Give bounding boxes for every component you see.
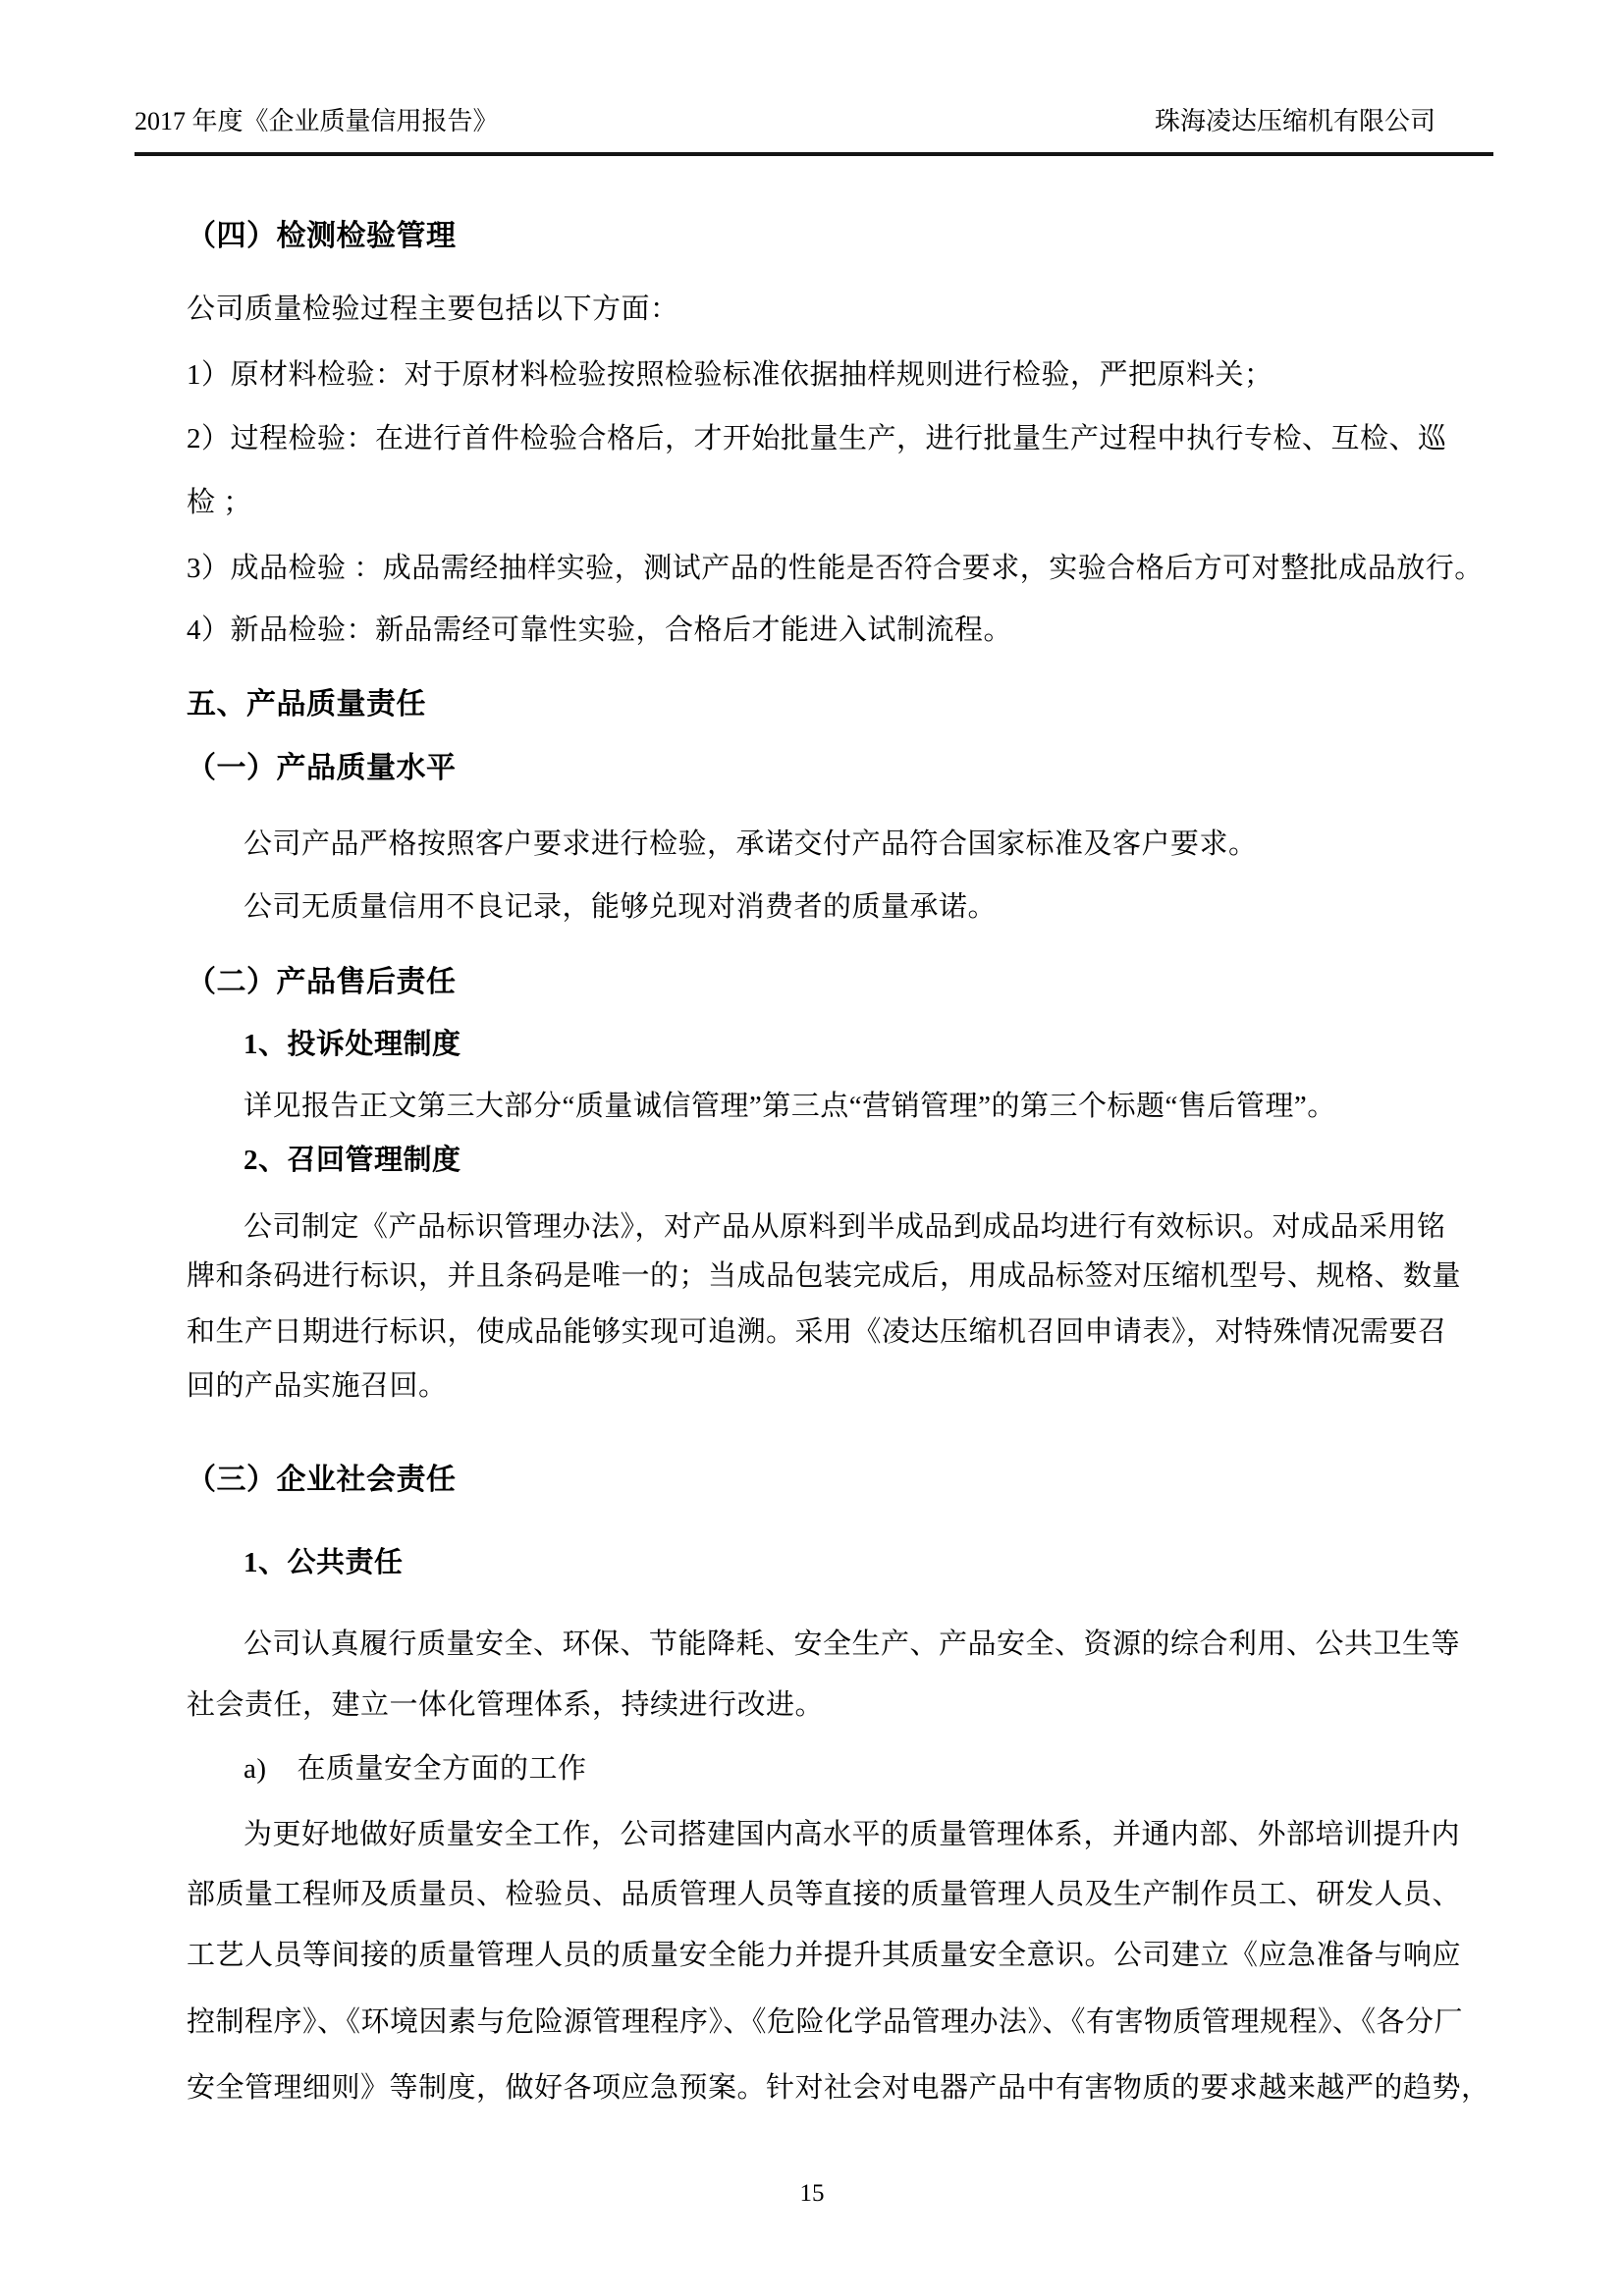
para-recall-line-2: 牌和条码进行标识，并且条码是唯一的；当成品包装完成后，用成品标签对压缩机型号、规格、数量 bbox=[187, 1260, 1462, 1292]
list-item-quality-safety-work: a) 在质量安全方面的工作 bbox=[244, 1753, 587, 1785]
heading-product-quality-responsibility: 五、产品质量责任 bbox=[187, 688, 426, 721]
heading-recall-management-system: 2、召回管理制度 bbox=[244, 1145, 461, 1176]
para-quality-level-line-1: 公司产品严格按照客户要求进行检验，承诺交付产品符合国家标准及客户要求。 bbox=[244, 828, 1258, 860]
heading-public-responsibility: 1、公共责任 bbox=[244, 1547, 404, 1578]
list-item-raw-material-inspection: 1）原材料检验：对于原材料检验按照检验标准依据抽样规则进行检验，严把原料关； bbox=[187, 359, 1273, 391]
para-inspection-intro: 公司质量检验过程主要包括以下方面： bbox=[187, 294, 679, 325]
para-quality-safety-line-4: 控制程序》、《环境因素与危险源管理程序》、《危险化学品管理办法》、《有害物质管理规程》、《各分厂 bbox=[187, 2006, 1464, 2038]
para-quality-safety-line-2: 部质量工程师及质量员、检验员、品质管理人员等直接的质量管理人员及生产制作员工、研发人员、 bbox=[187, 1879, 1462, 1910]
para-quality-safety-line-5: 安全管理细则》等制度，做好各项应急预案。针对社会对电器产品中有害物质的要求越来越严的趋势， bbox=[187, 2072, 1490, 2104]
para-recall-line-4: 回的产品实施召回。 bbox=[187, 1370, 448, 1402]
heading-complaint-handling-system: 1、投诉处理制度 bbox=[244, 1029, 461, 1060]
header-company-name: 珠海凌达压缩机有限公司 bbox=[1154, 107, 1435, 135]
para-recall-line-3: 和生产日期进行标识，使成品能够实现可追溯。采用《凌达压缩机召回申请表》，对特殊情况需要召 bbox=[187, 1316, 1447, 1348]
heading-after-sales-responsibility: （二）产品售后责任 bbox=[187, 966, 457, 998]
list-item-new-product-inspection: 4）新品检验：新品需经可靠性实验，合格后才能进入试制流程。 bbox=[187, 614, 1013, 646]
para-public-responsibility-line-2: 社会责任，建立一体化管理体系，持续进行改进。 bbox=[187, 1689, 825, 1721]
heading-inspection-management: （四）检测检验管理 bbox=[187, 220, 457, 252]
header-rule bbox=[135, 152, 1493, 156]
heading-corporate-social-responsibility: （三）企业社会责任 bbox=[187, 1464, 457, 1496]
heading-product-quality-level: （一）产品质量水平 bbox=[187, 752, 457, 784]
para-public-responsibility-line-1: 公司认真履行质量安全、环保、节能降耗、安全生产、产品安全、资源的综合利用、公共卫生等 bbox=[244, 1629, 1461, 1660]
para-quality-safety-line-3: 工艺人员等间接的质量管理人员的质量安全能力并提升其质量安全意识。公司建立《应急准备与响应 bbox=[187, 1940, 1462, 1971]
page-number: 15 bbox=[799, 2180, 825, 2207]
list-item-process-inspection: 2）过程检验：在进行首件检验合格后，才开始批量生产，进行批量生产过程中执行专检、互检、巡 bbox=[187, 423, 1447, 454]
header-report-title: 2017 年度《企业质量信用报告》 bbox=[135, 107, 499, 135]
para-quality-safety-line-1: 为更好地做好质量安全工作，公司搭建国内高水平的质量管理体系，并通内部、外部培训提升内 bbox=[244, 1819, 1461, 1850]
para-quality-level-line-2: 公司无质量信用不良记录，能够兑现对消费者的质量承诺。 bbox=[244, 891, 998, 923]
para-recall-line-1: 公司制定《产品标识管理办法》，对产品从原料到半成品到成品均进行有效标识。对成品采用铭 bbox=[244, 1211, 1446, 1243]
list-item-finished-product-inspection: 3）成品检验 ：成品需经抽样实验，测试产品的性能是否符合要求，实验合格后方可对整批成品放行。 bbox=[187, 553, 1484, 584]
para-complaint-handling: 详见报告正文第三大部分“质量诚信管理”第三点“营销管理”的第三个标题“售后管理”。 bbox=[244, 1091, 1336, 1122]
list-item-process-inspection-cont: 检 ； bbox=[187, 487, 252, 518]
